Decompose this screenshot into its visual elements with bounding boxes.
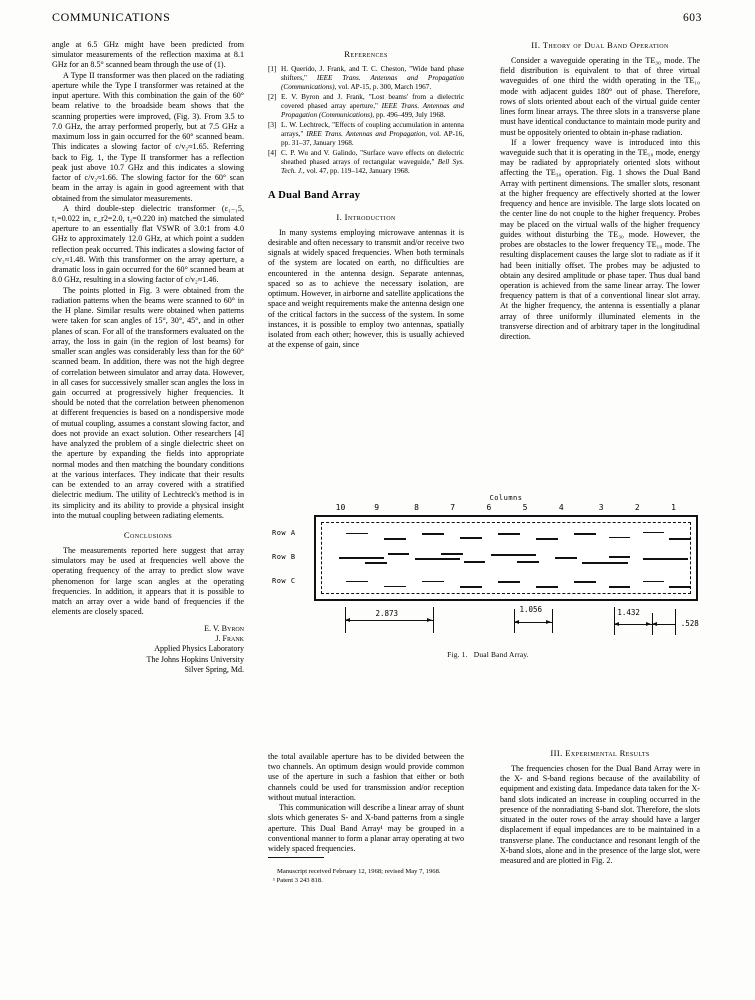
reference-list	[268, 65, 464, 176]
row-label: Row C	[272, 577, 296, 585]
reference-source: IEEE Trans. Antennas and Propagation (Communications)	[281, 73, 465, 91]
section-heading-conclusions: Conclusions	[123, 530, 173, 541]
paragraph: The frequencies chosen for the Dual Band Array were in the X- and S-band regions because of the availability of equipment and existing data. Impedance data taken for the X-band slots indicated an increase in coupling occurred in the presence of the nonradiating S-band slot. Therefore, the slots situated in the outer rows of the array should have a larger displacement if equal impedances are to be maintained in a transverse plane. The conductance and resonant length of the X-band slots, alone and in the presence of the large slot, were measured and are plotted in Fig. 2.	[500, 763, 700, 865]
slot-small	[517, 561, 538, 563]
reference-text-pre: L. W. Lechtreck, "Effects of coupling accumulation in antenna arrays,"	[281, 120, 464, 138]
figure-row-labels	[270, 515, 314, 601]
slot-large	[643, 558, 689, 560]
slot-small	[609, 537, 630, 538]
slot-small	[460, 586, 481, 588]
column-number: 9	[374, 503, 380, 512]
slot-small	[643, 581, 664, 582]
slot-small	[346, 533, 367, 534]
paragraph: The points plotted in Fig. 3 were obtained from the radiation patterns when the beams were scanned to 60° in the H plane. Similar results were obtained when patterns were taken for scan angles of 15°, 30°, 45°, and in other planes of scan. For all of the transformers evaluated on the array, the loss in gain (in the region of lost beams) for smaller scan angles was considerably less than for the 60° scanned beam. In addition, there was not the high degree of correlation between simulator and array data. However, in all cases for successively smaller scan angles the loss in gain occurred at progressively higher frequencies. It should be noted that the correlation between phenomenon at different frequencies is based on a nondispersive mode of mutual coupling, assumes a constant slowing factor, and does not provide an exact solution. Other researchers [4] have analyzed the problem of a single dielectric sheet on the aperture by expanding the fields into appropriate normal modes and then matching the boundary conditions at the various interfaces. They indicate that their results can be extended to an array covered with a stratified dielectric medium. The utility of Lechtreck's method is in its simplicity and its ability to provide a physical insight into the mutual coupling between radiating elements.	[52, 285, 244, 520]
reference-text-pre: C. P. Wu and V. Galindo, "Surface wave effects on dielectric sheathed phased arrays of rectangular waveguide,"	[281, 148, 464, 166]
column-number: 2	[634, 503, 640, 512]
column-two	[268, 40, 464, 350]
paragraph: angle at 6.5 GHz might have been predicted from simulator measurements of the reflection maxima at 8.1 GHz for an 8.5° scanned beam through the use of (1).	[52, 40, 244, 70]
slot-small	[460, 537, 481, 539]
paragraph: A Type II transformer was then placed on the radiating aperture while the Type I transformer was retained at the input aperture. With this combination the gain of the 60° beam relative to the broadside beam shows that the scanning properties were improved, (Fig. 3). From 3.5 to 7.0 GHz, the array performed properly, but at 7.5 GHz a maximum loss in gain occurred for the 60° scanned beam. This indicates a slowing factor of c/v₂≈1.65. Referring back to Fig. 1, the Type II transformer has a reflection peak just above 10.7 GHz and this indicates a slowing factor of c/v₂≈1.66. The slowing factor for the 60° scan beam in the array is again in good agreement with that obtained from the simulator measurements.	[52, 70, 244, 203]
slot-large	[582, 562, 628, 564]
manuscript-received: Manuscript received February 12, 1968; revised May 7, 1968.	[277, 868, 441, 876]
column-number: 10	[335, 503, 346, 512]
slot-small	[669, 538, 690, 540]
slot-small	[384, 538, 405, 540]
paragraph: A third double-step dielectric transformer (ε₁₋₁5, t₁=0.022 in, ε_r2=2.0, t₂=0.220 in) matched the simulated aperture to an essentially flat VSWR of 3.0:1 from 4.0 GHz to approximately 12.0 GHz, at which point a sudden reflection peak occurred. This indicates a slowing factor of c/v₂≈1.48. With this transformer on the array aperture, a dramatic loss in gain occurred for the 60° scanned beam at 8.0 GHz, resulting in a slowing factor of c/v₂≈1.46.	[52, 203, 244, 285]
reference-number: [2]	[268, 92, 277, 101]
slot-small	[555, 557, 576, 559]
slot-small	[536, 586, 557, 588]
column-three	[500, 40, 700, 342]
patent-footnote: ¹ Patent 3 243 818.	[273, 876, 323, 884]
reference-item	[268, 149, 464, 176]
section-heading-results: III. Experimental Results	[550, 748, 650, 758]
slot-large	[339, 557, 385, 559]
slot-large	[491, 554, 537, 556]
paragraph: The measurements reported here suggest that array simulators may be used at frequencies well above the operating frequency of the array to predict slow wave phenomenon for large scan angles at the operating frequencies. In addition, it appears that it is possible to match an array over a wide band of frequencies if the elements are closely spaced.	[52, 545, 244, 617]
reference-number: [3]	[268, 120, 277, 129]
slot-small	[464, 561, 485, 563]
reference-text-post: , vol. AP-16, pp. 31–37, January 1968.	[281, 129, 465, 147]
figure-caption-text: Dual Band Array.	[473, 650, 529, 659]
figure-caption	[270, 650, 706, 659]
dimension-label: 1.056	[519, 605, 543, 614]
column-three-lower	[500, 748, 700, 866]
reference-number: [4]	[268, 148, 277, 157]
slot-large	[415, 558, 461, 560]
slot-small	[384, 586, 405, 587]
reference-number: [1]	[268, 64, 277, 73]
slot-small	[609, 586, 630, 588]
reference-source: IREE Trans. Antennas and Propagation	[306, 129, 426, 138]
slot-small	[365, 562, 386, 564]
column-number: 5	[522, 503, 528, 512]
column-number: 8	[414, 503, 419, 512]
slot-small	[574, 581, 595, 583]
running-head-title: COMMUNICATIONS	[52, 10, 171, 24]
slot-small	[574, 533, 595, 535]
reference-item	[268, 121, 464, 148]
slot-small	[422, 533, 443, 535]
section-heading-theory: II. Theory of Dual Band Operation	[531, 40, 669, 50]
manuscript-note	[268, 868, 464, 884]
column-number: 7	[450, 503, 456, 512]
column-number: 1	[671, 503, 676, 512]
figure-dual-band-array	[270, 494, 706, 659]
dimension-label: 1.432	[617, 608, 640, 617]
slot-small	[643, 532, 664, 533]
paragraph: Consider a waveguide operating in the TE₃₀ mode. The field distribution is equivalent to that of three virtual waveguides of one third the width operating in the TE₁₀ mode with adjacent guides 180° out of phase. Therefore, rows of slots oriented about each of the virtual guide center lines form linear arrays. The three slots in a transverse plane must have identical conductance to maintain mode purity and must be oppositely oriented to obtain in-phase radiation.	[500, 55, 700, 137]
section-heading-references: References	[344, 49, 388, 59]
figure-dimensions	[314, 601, 698, 639]
row-label: Row A	[272, 529, 296, 537]
byline-author-2: J. Frank	[215, 633, 244, 643]
byline-affiliation-3: Silver Spring, Md.	[184, 665, 244, 675]
column-two-lower	[268, 752, 464, 885]
reference-source: IEEE Trans. Antennas and Propagation (Communications)	[281, 101, 464, 119]
column-number: 3	[598, 503, 604, 512]
byline-author-1: E. V. Byron	[204, 623, 244, 633]
dimension-label: .528	[680, 619, 699, 628]
byline-affiliation-2: The Johns Hopkins University	[146, 654, 244, 664]
figure-column-numbers	[326, 503, 688, 515]
slot-small	[498, 581, 519, 583]
byline	[52, 624, 244, 676]
row-label: Row B	[272, 553, 296, 561]
reference-text-post: , vol. 47, pp. 119–142, January 1968.	[302, 166, 410, 175]
section-heading-introduction: I. Introduction	[336, 211, 396, 222]
slot-small	[388, 553, 409, 555]
reference-source: Bell Sys. Tech. J.	[281, 157, 465, 175]
running-head	[52, 10, 702, 25]
figure-waveguide-body	[272, 515, 698, 601]
slot-small	[422, 581, 443, 582]
slot-small	[441, 553, 462, 555]
paragraph: In many systems employing microwave antennas it is desirable and often necessary to transmit and/or receive two signals at widely spaced frequencies. When both terminals of the system are located on earth, no difficulties are encountered in the antenna design. Separate antennas, spaced so as to achieve the necessary isolation, are optimum. However, in airborne and satellite applications the space and weight requirements make the antenna design one of the critical factors in the success of the system. In some instances, it is possible to employ two antennas, spatially isolated from each other; however, this is usually achieved at the expense of gain, since	[268, 227, 464, 350]
article-title: A Dual Band Array	[268, 190, 361, 202]
dimension-label: 2.873	[375, 609, 399, 618]
footnote-rule	[268, 857, 324, 858]
slot-small	[609, 556, 630, 558]
reference-item	[268, 93, 464, 120]
paragraph: If a lower frequency wave is introduced into this waveguide such that it is operating in the TE₁₀ mode, energy may be radiated by appropriately oriented slots without affecting the TE₃₀ operation. Fig. 1 shows the Dual Band Array with pertinent dimensions. The smaller slots, resonant at the higher frequency are effectively shorted at the lower frequency and hence are invisible. The large slots located on the center line do not couple to the higher frequency. Probes may be placed on the virtual walls of the higher frequency guides without disturbing the TE₃₀ mode. However, the probes are obstacles to the lower frequency TE₁₀ mode. The resulting displacement causes the large slot to radiate as if it had been initially offset. The probes may be adjusted to obtain any desired amplitude or phase taper. Thus dual band operation is achieved from the same linear array. The lower frequency pattern is that of a conventional linear slot array. At the higher frequency, the antenna is essentially a planar array of three uniformly illuminated elements in the transverse direction and of arbitrary taper in the longitudinal direction.	[500, 137, 700, 342]
paragraph: This communication will describe a linear array of shunt slots which generates S- and X-band patterns from a single aperture. This Dual Band Array¹ may be grouped in a conventional manner to form a planar array operating at two widely spaced frequencies.	[268, 803, 464, 854]
reference-text-post: , vol. AP-15, p. 300, March 1967.	[334, 82, 432, 91]
page-number: 603	[682, 12, 702, 24]
figure-columns-label: Columns	[489, 494, 523, 502]
slot-small	[536, 538, 557, 540]
waveguide-outline	[314, 515, 698, 601]
slot-small	[669, 586, 690, 588]
reference-text-pre: H. Querido, J. Frank, and T. C. Cheston, "Wide band phase shifters,"	[281, 64, 464, 82]
paragraph: the total available aperture has to be divided between the two channels. An optimum design would provide common use of the aperture in such a fashion that either or both channels could be used for transmission and/or reception without mutual interaction.	[268, 752, 464, 802]
reference-text-post: , pp. 496–499, July 1968.	[372, 110, 446, 119]
column-number: 4	[558, 503, 564, 512]
slot-small	[498, 533, 519, 535]
reference-text-pre: E. V. Byron and J. Frank, "Lost beams' from a dielectric covered phased array aperture,"	[281, 92, 464, 110]
column-one	[52, 40, 244, 675]
slot-small	[346, 581, 367, 582]
byline-affiliation-1: Applied Physics Laboratory	[154, 644, 244, 654]
reference-item	[268, 65, 464, 92]
column-number: 6	[486, 503, 492, 512]
figure-caption-label: Fig. 1.	[447, 650, 468, 659]
